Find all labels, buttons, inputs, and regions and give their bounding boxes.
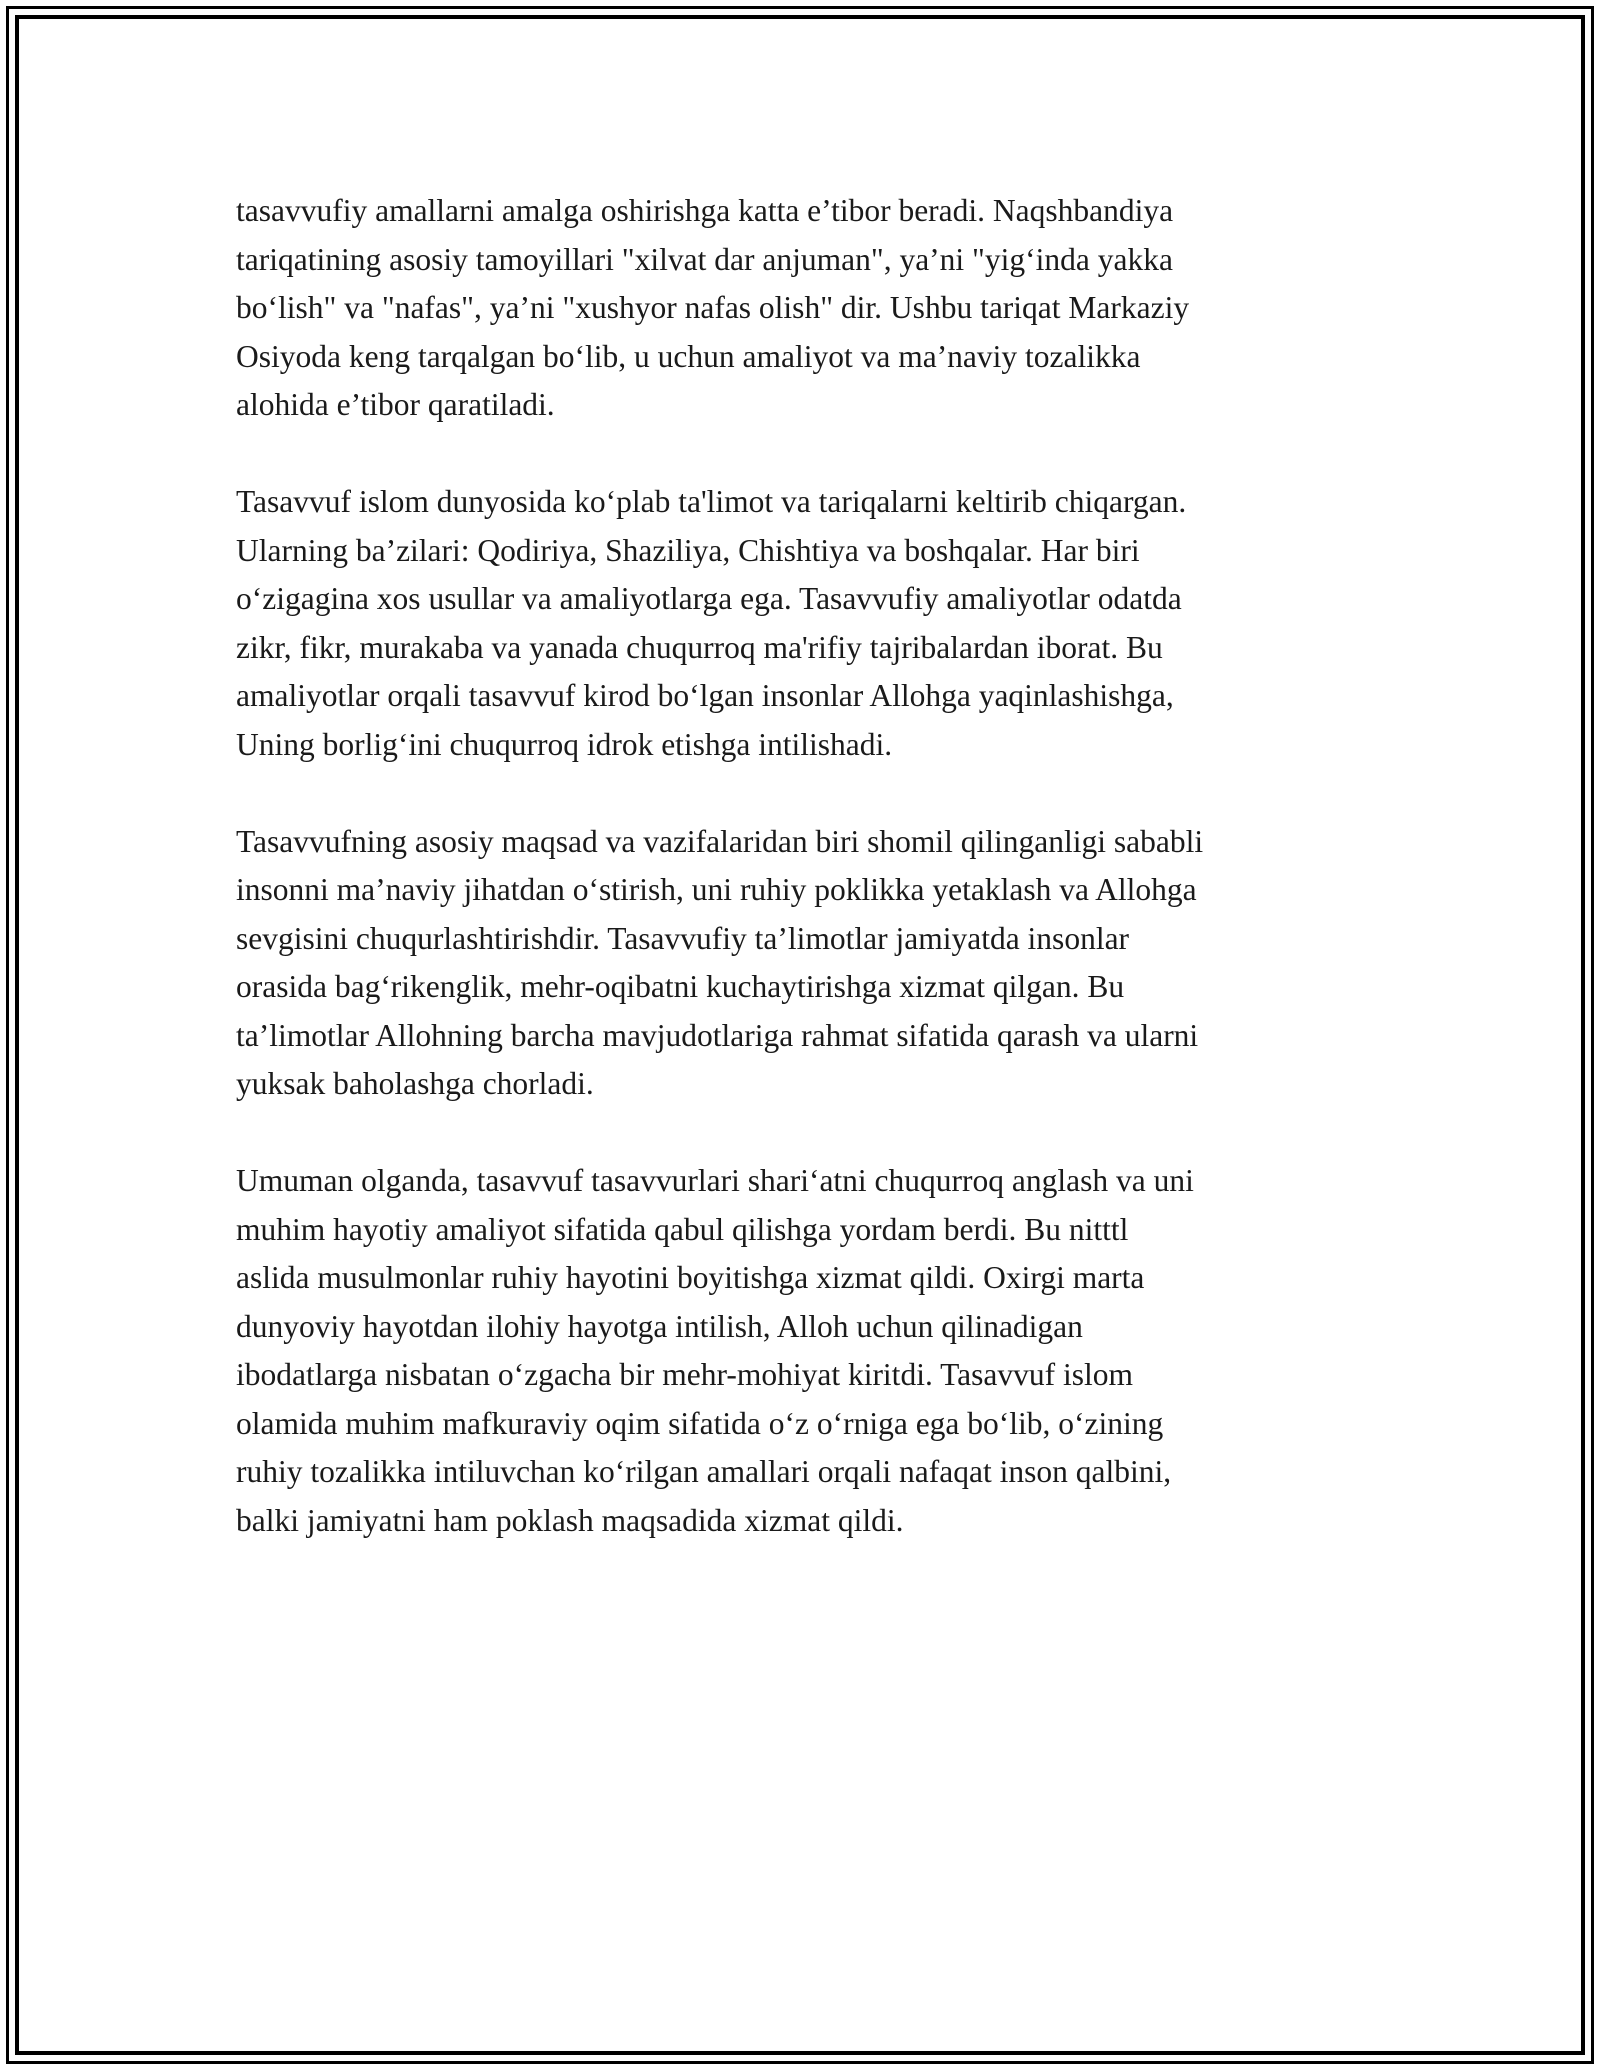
text-line: zikr, fikr, murakaba va yanada chuqurroq ma'rifiy tajribalardan iborat. Bu	[236, 629, 1163, 665]
text-line: tariqatining asosiy tamoyillari "xilvat dar anjuman", ya’ni "yig‘inda yakka	[236, 241, 1173, 277]
text-line: aslida musulmonlar ruhiy hayotini boyitishga xizmat qildi. Oxirgi marta	[236, 1260, 1145, 1295]
text-line: sevgisini chuqurlashtirishdir. Tasavvufiy ta’limotlar jamiyatda insonlar	[236, 920, 1130, 956]
text-line: Umuman olganda, tasavvuf tasavvurlari shari‘atni chuqurroq anglash va uni	[236, 1163, 1194, 1198]
text-line: bo‘lish" va "nafas", ya’ni "xushyor nafas olish" dir. Ushbu tariqat Markaziy	[236, 290, 1190, 325]
text-line: ruhiy tozalikka intiluvchan ko‘rilgan amallari orqali nafaqat inson qalbini,	[236, 1454, 1172, 1489]
text-line: olamida muhim mafkuraviy oqim sifatida o‘z o‘rniga ega bo‘lib, o‘zining	[236, 1405, 1164, 1441]
text-line: Osiyoda keng tarqalgan bo‘lib, u uchun amaliyot va ma’naviy tozalikka	[236, 338, 1141, 374]
paragraph-2	[236, 478, 1376, 769]
text-line: amaliyotlar orqali tasavvuf kirod bo‘lgan insonlar Allohga yaqinlashishga,	[236, 678, 1174, 713]
text-line: Uning borlig‘ini chuqurroq idrok etishga intilishadi.	[236, 726, 893, 762]
text-line: balki jamiyatni ham poklash maqsadida xizmat qildi.	[236, 1502, 904, 1538]
text-line: muhim hayotiy amaliyot sifatida qabul qilishga yordam berdi. Bu nitttl	[236, 1211, 1129, 1247]
text-line: ta’limotlar Allohning barcha mavjudotlariga rahmat sifatida qarash va ularni	[236, 1017, 1199, 1053]
text-line: alohida e’tibor qaratiladi.	[236, 387, 555, 422]
text-line: tasavvufiy amallarni amalga oshirishga katta e’tibor beradi. Naqshbandiya	[236, 193, 1174, 228]
document-body	[236, 187, 1376, 1594]
text-line: yuksak baholashga chorladi.	[236, 1066, 594, 1101]
text-line: dunyoviy hayotdan ilohiy hayotga intilish, Alloh uchun qilinadigan	[236, 1308, 1083, 1344]
text-line: Tasavvuf islom dunyosida ko‘plab ta'limot va tariqalarni keltirib chiqargan.	[236, 484, 1187, 519]
paragraph-1	[236, 187, 1376, 430]
text-line: Ularning ba’zilari: Qodiriya, Shaziliya, Chishtiya va boshqalar. Har biri	[236, 532, 1140, 568]
text-line: o‘zigagina xos usullar va amaliyotlarga ega. Tasavvufiy amaliyotlar odatda	[236, 581, 1182, 616]
paragraph-3	[236, 818, 1376, 1109]
text-line: insonni ma’naviy jihatdan o‘stirish, uni ruhiy poklikka yetaklash va Allohga	[236, 872, 1197, 907]
text-line: Tasavvufning asosiy maqsad va vazifalaridan biri shomil qilinganligi sababli	[236, 823, 1204, 859]
paragraph-4	[236, 1157, 1376, 1545]
text-line: ibodatlarga nisbatan o‘zgacha bir mehr-mohiyat kiritdi. Tasavvuf islom	[236, 1357, 1134, 1392]
text-line: orasida bag‘rikenglik, mehr-oqibatni kuchaytirishga xizmat qilgan. Bu	[236, 969, 1125, 1004]
